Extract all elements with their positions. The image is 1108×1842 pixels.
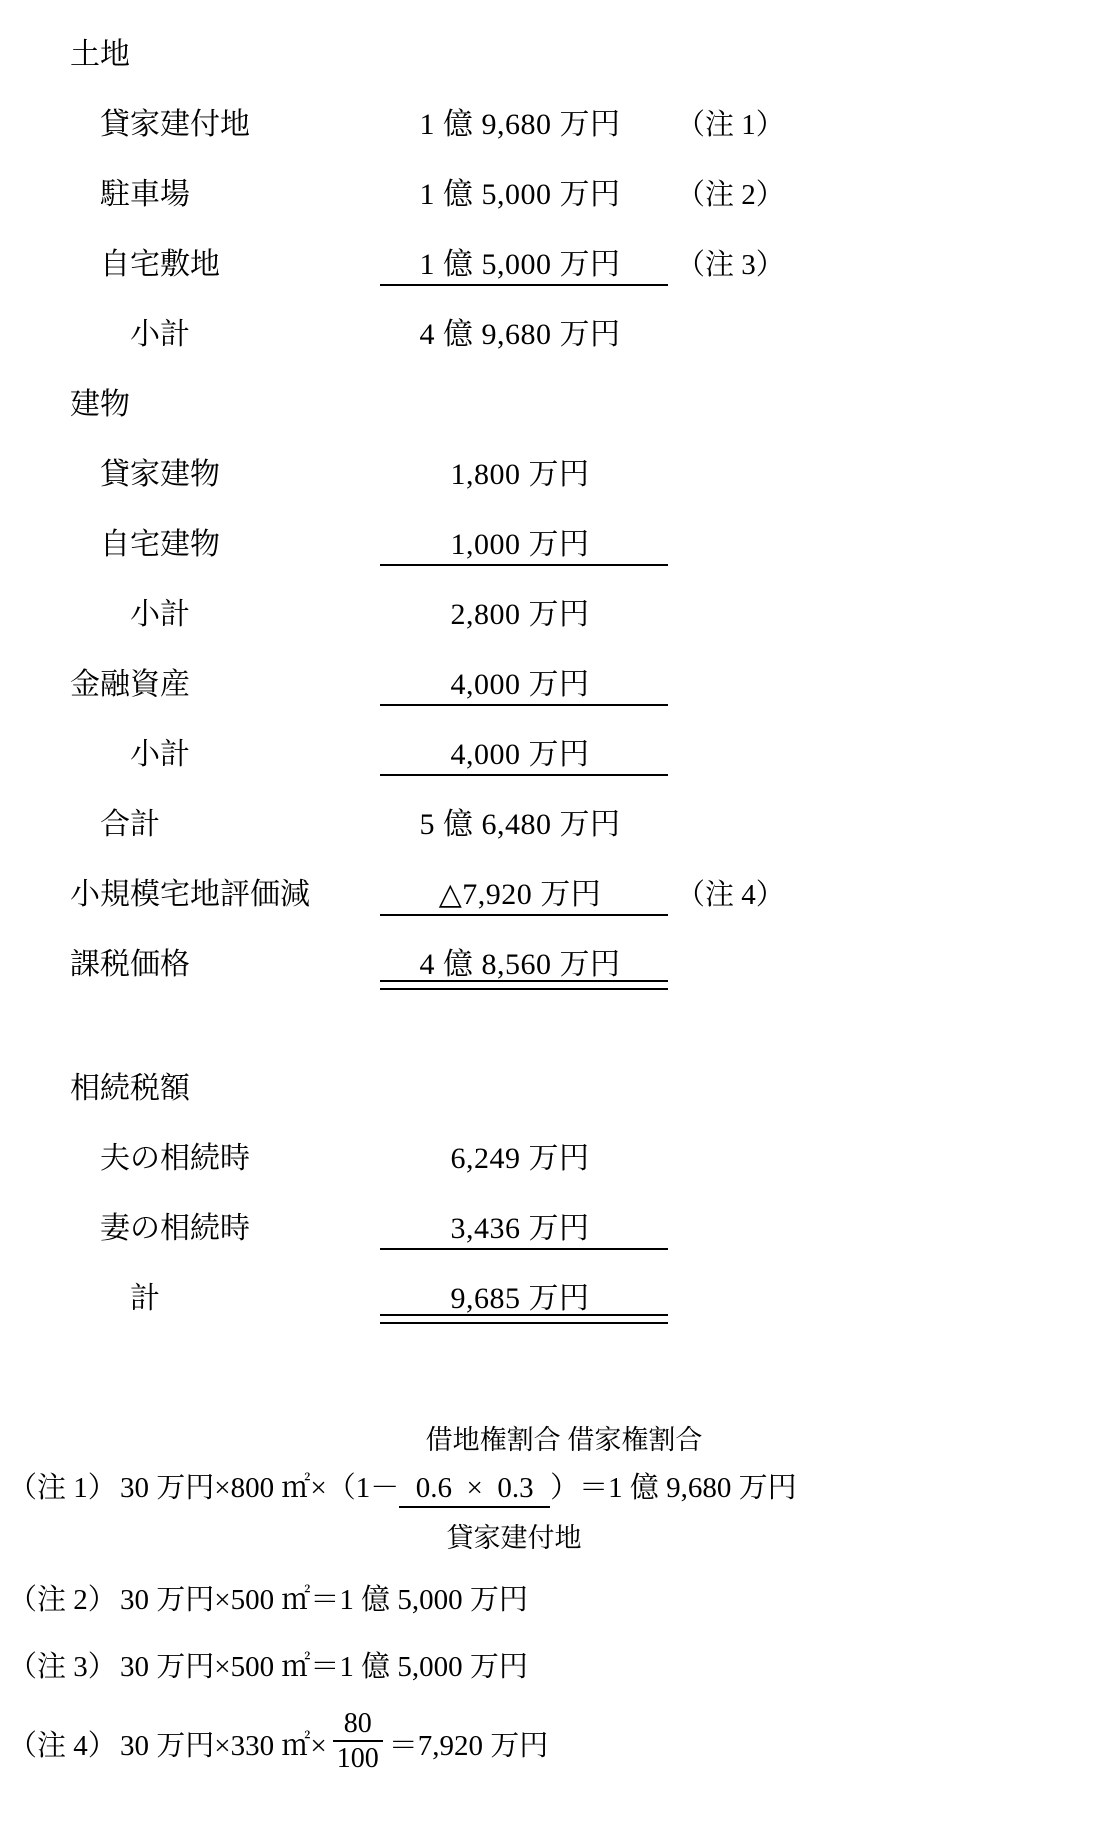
table-row-deduction xyxy=(0,846,1108,916)
fraction xyxy=(333,1709,383,1774)
row-label: 小計 xyxy=(130,318,190,351)
row-amount: 4,000 万円 xyxy=(450,668,590,701)
note-item-4 xyxy=(0,1708,1108,1776)
table-row xyxy=(0,1180,1108,1250)
row-amount: 5 億 6,480 万円 xyxy=(419,808,621,841)
table-row xyxy=(0,146,1108,216)
row-amount: 4 億 9,680 万円 xyxy=(419,318,621,351)
note-text: 30 万円×500 ㎡＝1 億 5,000 万円 xyxy=(120,1584,528,1616)
section-heading-building: 建物 xyxy=(70,388,130,421)
table-row-total xyxy=(0,1250,1108,1320)
row-label: 小計 xyxy=(130,598,190,631)
valuation-statement xyxy=(0,6,1108,1320)
note-bracket-group xyxy=(399,1472,550,1508)
row-amount-cell xyxy=(370,670,670,706)
note-pre: 30 万円×330 ㎡× xyxy=(120,1729,327,1762)
note-text: 30 万円×500 ㎡＝1 億 5,000 万円 xyxy=(120,1651,528,1683)
row-label: 自宅建物 xyxy=(100,528,220,561)
row-amount: 4 億 8,560 万円 xyxy=(419,948,621,981)
note-suffix: ）＝1 億 9,680 万円 xyxy=(550,1472,797,1504)
row-note: （注 4） xyxy=(676,879,785,911)
row-label: 計 xyxy=(130,1282,160,1315)
section-heading-row xyxy=(0,1040,1108,1110)
fraction-numerator: 80 xyxy=(343,1708,372,1739)
row-amount-cell xyxy=(370,810,670,846)
row-label: 小規模宅地評価減 xyxy=(70,878,310,911)
table-row-taxable xyxy=(0,916,1108,986)
notes-caption: 借地権割合 借家権割合 xyxy=(425,1425,703,1455)
table-row xyxy=(0,1110,1108,1180)
fraction-denominator: 100 xyxy=(333,1740,383,1773)
row-amount: 1,800 万円 xyxy=(450,458,590,491)
row-amount: 1 億 9,680 万円 xyxy=(419,108,621,141)
section-heading-land: 土地 xyxy=(70,38,130,71)
row-amount: 1 億 5,000 万円 xyxy=(419,248,621,281)
note-bracket-a: 0.6 xyxy=(415,1472,452,1504)
table-row-subtotal xyxy=(0,566,1108,636)
row-amount: 1,000 万円 xyxy=(450,528,590,561)
table-row xyxy=(0,496,1108,566)
table-row-subtotal xyxy=(0,286,1108,356)
note-item-3 xyxy=(0,1644,1108,1685)
row-amount-cell xyxy=(370,250,670,286)
row-amount-cell xyxy=(370,460,670,496)
row-amount: 4,000 万円 xyxy=(450,738,590,771)
row-amount-cell xyxy=(370,740,670,776)
note-times: × xyxy=(466,1472,483,1504)
table-row xyxy=(0,216,1108,286)
section-heading-inheritance-tax: 相続税額 xyxy=(70,1072,190,1105)
table-row xyxy=(0,636,1108,706)
notes-sub-caption: 貸家建付地 xyxy=(446,1523,582,1553)
row-note: （注 1） xyxy=(676,109,785,141)
row-amount: 6,249 万円 xyxy=(450,1142,590,1175)
row-amount-cell xyxy=(370,880,670,916)
note-tag: （注 4） xyxy=(8,1729,117,1762)
row-amount: 2,800 万円 xyxy=(450,598,590,631)
row-amount-cell xyxy=(370,1144,670,1180)
row-label: 妻の相続時 xyxy=(100,1212,250,1245)
row-amount-cell xyxy=(370,110,670,146)
notes-section xyxy=(0,1418,1108,1802)
row-label: 金融資産 xyxy=(70,668,190,701)
row-amount-cell xyxy=(370,1284,670,1320)
table-row xyxy=(0,426,1108,496)
row-amount: △7,920 万円 xyxy=(438,878,602,911)
note-post: ＝7,920 万円 xyxy=(388,1729,549,1762)
row-label: 夫の相続時 xyxy=(100,1142,250,1175)
note-item-2 xyxy=(0,1577,1108,1618)
table-row-total xyxy=(0,776,1108,846)
note-tag: （注 1） xyxy=(8,1472,117,1504)
row-amount-cell xyxy=(370,600,670,636)
table-row xyxy=(0,76,1108,146)
row-label: 小計 xyxy=(130,738,190,771)
row-amount: 1 億 5,000 万円 xyxy=(419,178,621,211)
row-note: （注 2） xyxy=(676,179,785,211)
row-label: 自宅敷地 xyxy=(100,248,220,281)
note-bracket-b: 0.3 xyxy=(497,1472,534,1504)
note-tag: （注 3） xyxy=(8,1651,117,1683)
section-gap xyxy=(0,986,1108,1040)
row-amount: 3,436 万円 xyxy=(450,1212,590,1245)
note-prefix-text: 30 万円×800 ㎡×（1－ xyxy=(120,1472,400,1504)
row-amount-cell xyxy=(370,180,670,216)
section-heading-row xyxy=(0,6,1108,76)
row-note: （注 3） xyxy=(676,249,785,281)
row-label: 課税価格 xyxy=(70,948,190,981)
row-amount-cell xyxy=(370,530,670,566)
note-prefix xyxy=(120,1465,797,1506)
row-amount-cell xyxy=(370,320,670,356)
row-amount: 9,685 万円 xyxy=(450,1282,590,1315)
row-label: 貸家建物 xyxy=(100,458,220,491)
row-label: 合計 xyxy=(100,808,160,841)
row-label: 駐車場 xyxy=(100,178,190,211)
table-row-subtotal xyxy=(0,706,1108,776)
note-item-1 xyxy=(0,1465,1108,1506)
section-heading-row xyxy=(0,356,1108,426)
row-label: 貸家建付地 xyxy=(100,108,250,141)
note-tag: （注 2） xyxy=(8,1584,117,1616)
row-amount-cell xyxy=(370,950,670,986)
row-amount-cell xyxy=(370,1214,670,1250)
